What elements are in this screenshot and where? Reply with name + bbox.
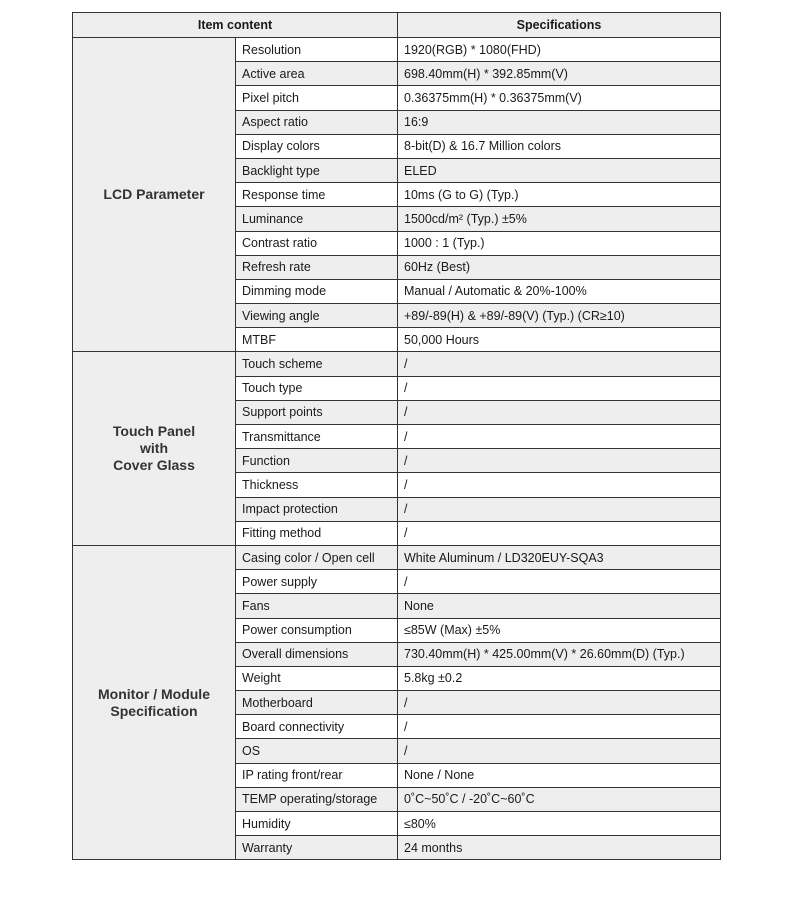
item-value: /: [398, 449, 721, 473]
item-value: 698.40mm(H) * 392.85mm(V): [398, 62, 721, 86]
item-value: /: [398, 739, 721, 763]
item-label: Function: [236, 449, 398, 473]
item-value: /: [398, 376, 721, 400]
item-value: ≤85W (Max) ±5%: [398, 618, 721, 642]
item-value: /: [398, 425, 721, 449]
item-label: Backlight type: [236, 158, 398, 182]
item-label: Display colors: [236, 134, 398, 158]
table-row: [73, 545, 721, 569]
item-label: Weight: [236, 666, 398, 690]
item-label: Transmittance: [236, 425, 398, 449]
item-label: Power supply: [236, 570, 398, 594]
group-title-line: Touch Panel: [112, 423, 196, 440]
item-label: MTBF: [236, 328, 398, 352]
item-value: /: [398, 473, 721, 497]
group-title-line: Specification: [110, 702, 198, 719]
item-value: ≤80%: [398, 812, 721, 836]
group-touch-panel: [73, 352, 236, 546]
item-label: Board connectivity: [236, 715, 398, 739]
table-row: [73, 352, 721, 376]
item-value: 0˚C~50˚C / -20˚C~60˚C: [398, 787, 721, 811]
item-label: Contrast ratio: [236, 231, 398, 255]
item-value: 5.8kg ±0.2: [398, 666, 721, 690]
group-title-line: Monitor / Module: [98, 685, 210, 702]
table-body: [73, 38, 721, 860]
item-label: Aspect ratio: [236, 110, 398, 134]
item-label: Response time: [236, 183, 398, 207]
item-value: 1920(RGB) * 1080(FHD): [398, 38, 721, 62]
item-label: OS: [236, 739, 398, 763]
item-value: 10ms (G to G) (Typ.): [398, 183, 721, 207]
item-label: Support points: [236, 400, 398, 424]
specification-table: [72, 12, 721, 860]
item-label: Thickness: [236, 473, 398, 497]
item-value: 24 months: [398, 836, 721, 860]
item-value: None: [398, 594, 721, 618]
item-label: Resolution: [236, 38, 398, 62]
item-value: 1000 : 1 (Typ.): [398, 231, 721, 255]
item-label: Touch type: [236, 376, 398, 400]
item-label: TEMP operating/storage: [236, 787, 398, 811]
table-header-row: [73, 13, 721, 38]
item-label: Active area: [236, 62, 398, 86]
item-value: +89/-89(H) & +89/-89(V) (Typ.) (CR≥10): [398, 304, 721, 328]
group-monitor-module: [73, 545, 236, 859]
item-value: /: [398, 400, 721, 424]
item-value: 16:9: [398, 110, 721, 134]
group-title-line: with: [140, 440, 168, 457]
item-value: None / None: [398, 763, 721, 787]
item-label: Fitting method: [236, 521, 398, 545]
header-item-content: Item content: [73, 13, 398, 38]
item-value: /: [398, 715, 721, 739]
header-specifications: Specifications: [398, 13, 721, 38]
item-label: Motherboard: [236, 691, 398, 715]
item-value: /: [398, 352, 721, 376]
item-label: Refresh rate: [236, 255, 398, 279]
group-title-line: Cover Glass: [113, 457, 195, 474]
group-lcd-parameter: LCD Parameter: [73, 38, 236, 352]
table-row: [73, 38, 721, 62]
item-label: Luminance: [236, 207, 398, 231]
item-value: ELED: [398, 158, 721, 182]
item-label: Viewing angle: [236, 304, 398, 328]
item-value: 0.36375mm(H) * 0.36375mm(V): [398, 86, 721, 110]
item-value: Manual / Automatic & 20%-100%: [398, 279, 721, 303]
item-label: Dimming mode: [236, 279, 398, 303]
item-label: Fans: [236, 594, 398, 618]
item-label: Pixel pitch: [236, 86, 398, 110]
item-value: 730.40mm(H) * 425.00mm(V) * 26.60mm(D) (Typ.): [398, 642, 721, 666]
item-label: Humidity: [236, 812, 398, 836]
item-value: /: [398, 570, 721, 594]
item-value: White Aluminum / LD320EUY-SQA3: [398, 545, 721, 569]
item-value: /: [398, 691, 721, 715]
item-label: IP rating front/rear: [236, 763, 398, 787]
item-value: /: [398, 521, 721, 545]
item-label: Casing color / Open cell: [236, 545, 398, 569]
item-value: 1500cd/m² (Typ.) ±5%: [398, 207, 721, 231]
item-value: 8-bit(D) & 16.7 Million colors: [398, 134, 721, 158]
item-label: Impact protection: [236, 497, 398, 521]
item-value: /: [398, 497, 721, 521]
item-label: Power consumption: [236, 618, 398, 642]
item-label: Overall dimensions: [236, 642, 398, 666]
item-value: 60Hz (Best): [398, 255, 721, 279]
item-label: Warranty: [236, 836, 398, 860]
item-value: 50,000 Hours: [398, 328, 721, 352]
item-label: Touch scheme: [236, 352, 398, 376]
